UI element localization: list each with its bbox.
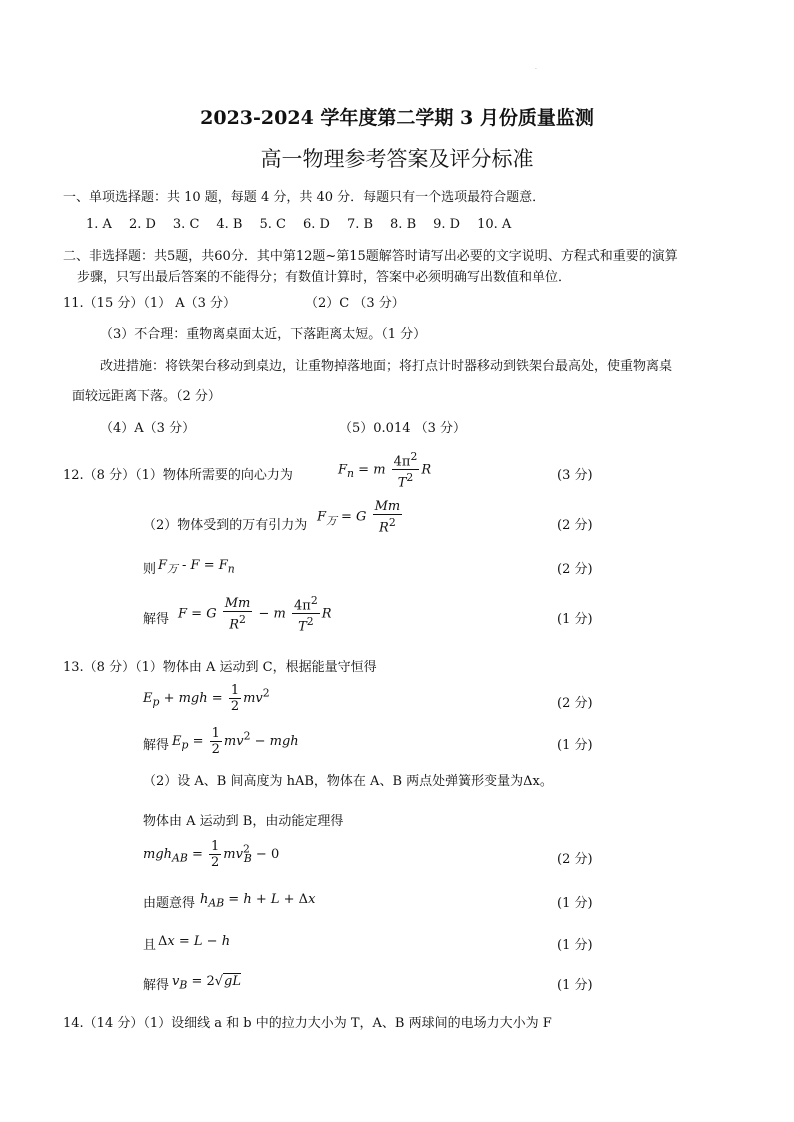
answer-item: 6. D: [302, 217, 330, 232]
page-subtitle: 高一物理参考答案及评分标准: [260, 147, 534, 171]
q12-head: 12.（8 分）（1）物体所需要的向心力为: [63, 468, 293, 483]
q12-formula-centripetal: $F_n = m$ $\frac{4\pi^2}{T^2}$ R: [338, 450, 432, 491]
section2-intro-line1: 二、非选择题：共5题，共60分．其中第12题~第15题解答时请写出必要的文字说明、方程式和重要的演算: [63, 249, 678, 264]
answer-item: 3. C: [172, 217, 200, 232]
answer-list: [86, 217, 528, 232]
q13-formula-vb: $v_B = 2√gL$: [172, 974, 242, 992]
q13-score5: (1 分): [557, 938, 593, 953]
q11-improve-line2: 面较远距离下落。（2 分）: [72, 389, 221, 404]
answer-item: 9. D: [433, 217, 461, 232]
q12-formula-result: F = G $\frac{Mm}{R^2}$ − m $\frac{4\pi^2}{T^2}$ R: [178, 594, 332, 635]
q11-part5: （5）0.014 （3 分）: [339, 421, 467, 436]
q12-formula-gravity: $F_万 = G$ $\frac{Mm}{R^2}$: [317, 499, 401, 536]
answer-item: 5. C: [259, 217, 286, 232]
q13-t6-label: 解得: [143, 978, 170, 993]
section2-intro-line2: 步骤，只写出最后答案的不能得分；有数值计算时，答案中必须明确写出数值和单位．: [77, 270, 572, 285]
answer-item: 8. B: [390, 217, 417, 232]
q13-head: 13.（8 分）（1）物体由 A 运动到 C，根据能量守恒得: [63, 660, 377, 675]
q12-part3: 则: [143, 562, 157, 577]
q12-formula-relation: $F_万 - F = F_n$: [158, 558, 235, 576]
scan-speck: ·: [535, 66, 537, 73]
q12-score2: (2 分): [557, 518, 593, 533]
q11-head: 11.（15 分）（1） A（3 分）: [63, 296, 237, 311]
q11-improve-line1: 改进措施：将铁架台移动到桌边，让重物掉落地面；将打点计时器移动到铁架台最高处，使重物离桌: [100, 359, 673, 374]
answer-item: 7. B: [346, 217, 374, 232]
q13-part2b: 物体由 A 运动到 B，由动能定理得: [143, 814, 344, 829]
q13-t4-label: 由题意得: [143, 896, 196, 911]
answer-item: 4. B: [216, 217, 243, 232]
answer-item: 2. D: [128, 217, 156, 232]
page-title: 2023-2024 学年度第二学期 3 月份质量监测: [200, 107, 594, 129]
q13-formula-dx: Δx = L − h: [158, 934, 231, 949]
q13-solve1-label: 解得: [143, 738, 170, 753]
q13-score2: (1 分): [557, 738, 593, 753]
q12-score4: (1 分): [557, 612, 593, 627]
q11-part3: （3）不合理：重物离桌面太近，下落距离太短。（1 分）: [100, 327, 427, 342]
q12-score1: (3 分): [557, 468, 593, 483]
q13-part2: （2）设 A、B 间高度为 hAB，物体在 A、B 两点处弹簧形变量为Δx。: [143, 774, 553, 789]
q14-head: 14.（14 分）（1）设细线 a 和 b 中的拉力大小为 T，A、B 两球间的电场力大小为 F: [63, 1016, 552, 1031]
q12-part4: 解得: [143, 612, 170, 627]
q13-formula-kinetic: mgh$_{AB}$ = $\frac{1}{2}$ $mv^2_B - 0$: [143, 839, 280, 870]
q11-part2: （2）C （3 分）: [305, 296, 405, 311]
q12-score3: (2 分): [557, 562, 593, 577]
answer-item: 10. A: [477, 217, 512, 232]
q12-part2: （2）物体受到的万有引力为: [143, 518, 308, 533]
q13-score1: (2 分): [557, 696, 593, 711]
q13-score6: (1 分): [557, 978, 593, 993]
q13-score4: (1 分): [557, 896, 593, 911]
answer-item: 1. A: [86, 217, 112, 232]
q13-formula-energy: $E_p$ + mgh = $\frac{1}{2}$ $mv^2$: [143, 683, 270, 714]
q13-score3: (2 分): [557, 852, 593, 867]
section1-intro: 一、单项选择题：共 10 题，每题 4 分，共 40 分．每题只有一个选项最符合题意．: [63, 190, 546, 205]
q11-part4: （4）A（3 分）: [100, 421, 196, 436]
q13-formula-hab: $h_{AB} = h + L + \Delta x$: [200, 892, 316, 910]
q13-t5-label: 且: [143, 938, 157, 953]
q13-formula-ep: $E_p$ = $\frac{1}{2}$ $mv^2$ − mgh: [172, 726, 299, 757]
